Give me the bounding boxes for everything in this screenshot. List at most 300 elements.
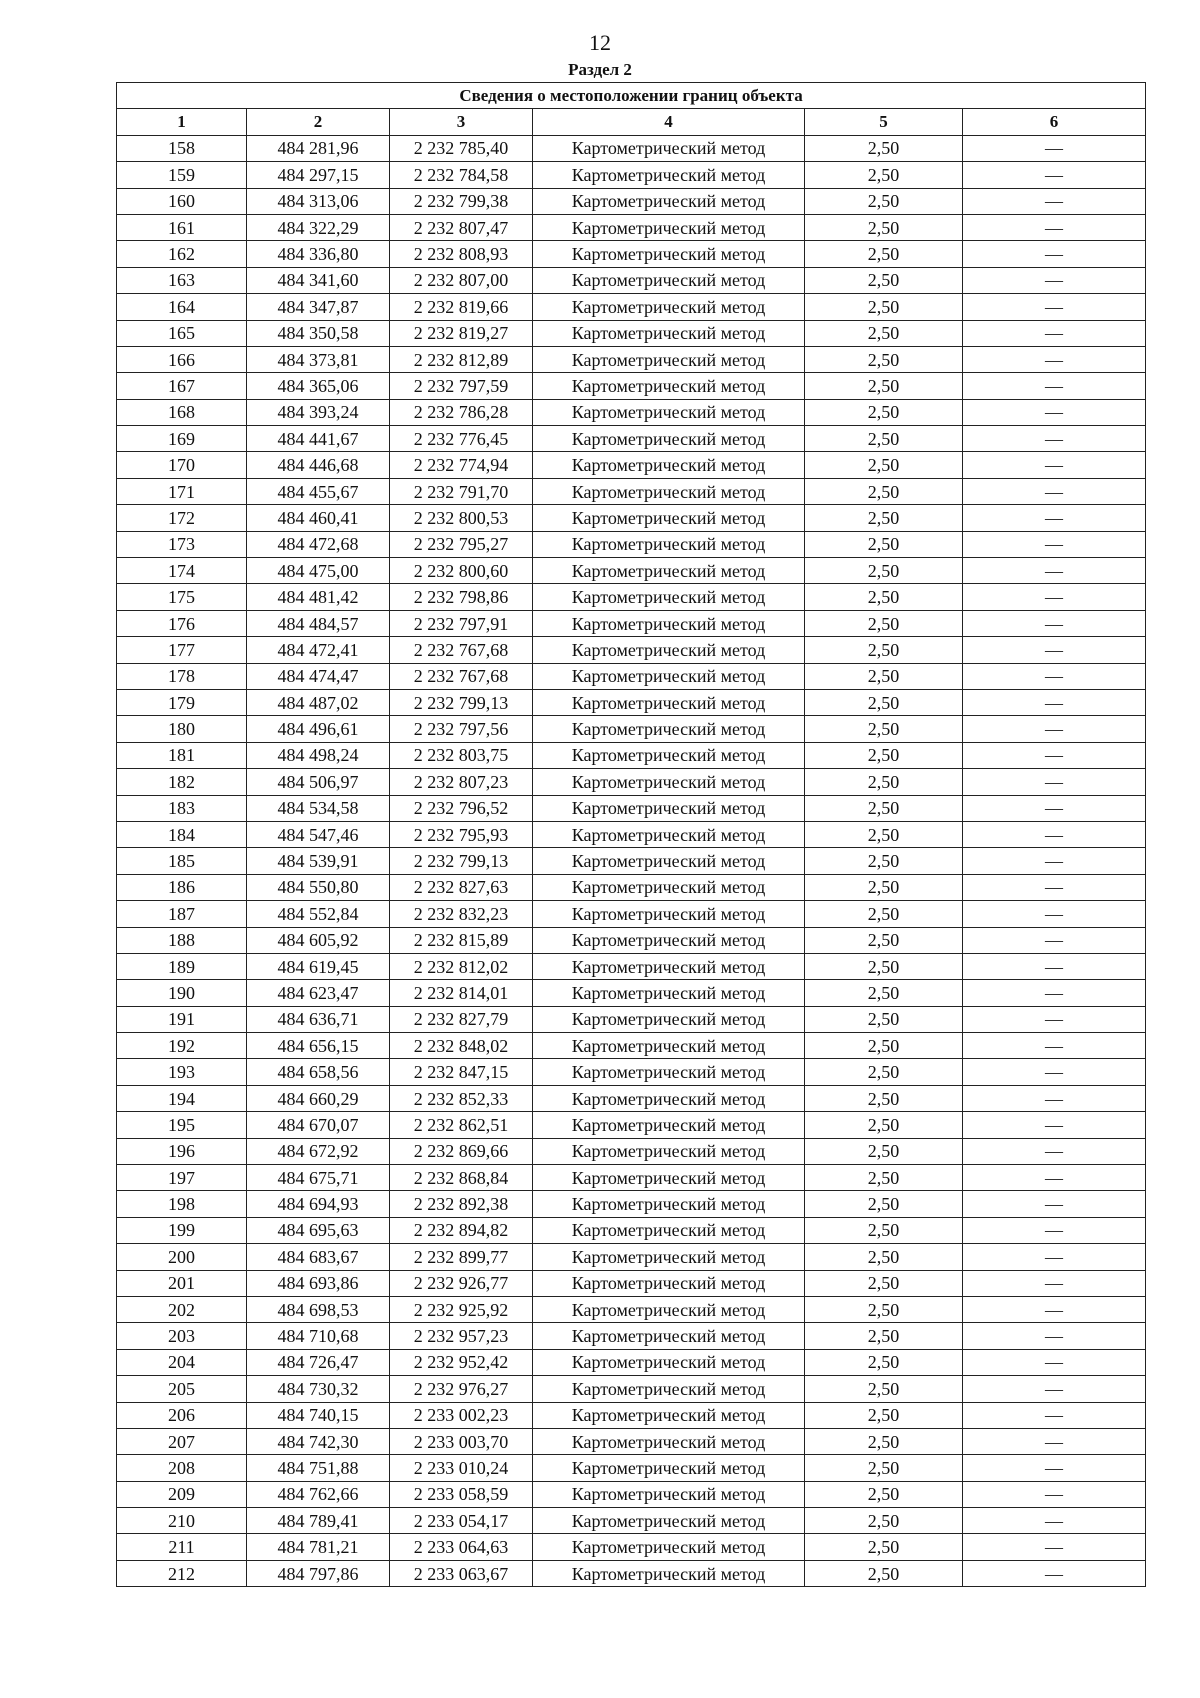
table-caption: Сведения о местоположении границ объекта: [117, 83, 1146, 109]
table-row: [117, 1006, 1146, 1032]
point-number-cell: 202: [117, 1296, 247, 1322]
accuracy-cell: 2,50: [805, 1138, 963, 1164]
y-coordinate-cell: 2 232 862,51: [390, 1112, 533, 1138]
point-number-cell: 160: [117, 188, 247, 214]
method-cell: Картометрический метод: [533, 584, 805, 610]
accuracy-cell: 2,50: [805, 1033, 963, 1059]
point-number-cell: 187: [117, 901, 247, 927]
y-coordinate-cell: 2 232 796,52: [390, 795, 533, 821]
point-number-cell: 161: [117, 214, 247, 240]
x-coordinate-cell: 484 710,68: [247, 1323, 390, 1349]
table-row: [117, 1534, 1146, 1560]
table-row: [117, 1085, 1146, 1111]
section-title: Раздел 2: [568, 60, 632, 79]
description-cell: —: [963, 1059, 1146, 1085]
x-coordinate-cell: 484 660,29: [247, 1085, 390, 1111]
point-number-cell: 210: [117, 1508, 247, 1534]
accuracy-cell: 2,50: [805, 1560, 963, 1586]
y-coordinate-cell: 2 232 827,63: [390, 874, 533, 900]
accuracy-cell: 2,50: [805, 267, 963, 293]
description-cell: —: [963, 1112, 1146, 1138]
accuracy-cell: 2,50: [805, 1402, 963, 1428]
x-coordinate-cell: 484 539,91: [247, 848, 390, 874]
description-cell: —: [963, 1006, 1146, 1032]
description-cell: —: [963, 1481, 1146, 1507]
description-cell: —: [963, 1402, 1146, 1428]
table-row: [117, 505, 1146, 531]
x-coordinate-cell: 484 726,47: [247, 1349, 390, 1375]
method-cell: Картометрический метод: [533, 1508, 805, 1534]
y-coordinate-cell: 2 232 925,92: [390, 1296, 533, 1322]
description-cell: —: [963, 399, 1146, 425]
x-coordinate-cell: 484 373,81: [247, 346, 390, 372]
y-coordinate-cell: 2 232 791,70: [390, 478, 533, 504]
point-number-cell: 169: [117, 426, 247, 452]
description-cell: —: [963, 1138, 1146, 1164]
point-number-cell: 208: [117, 1455, 247, 1481]
y-coordinate-cell: 2 232 798,86: [390, 584, 533, 610]
accuracy-cell: 2,50: [805, 188, 963, 214]
description-cell: —: [963, 531, 1146, 557]
table-row: [117, 1033, 1146, 1059]
method-cell: Картометрический метод: [533, 1560, 805, 1586]
description-cell: —: [963, 214, 1146, 240]
description-cell: —: [963, 1428, 1146, 1454]
table-row: [117, 742, 1146, 768]
accuracy-cell: 2,50: [805, 1376, 963, 1402]
y-coordinate-cell: 2 232 814,01: [390, 980, 533, 1006]
point-number-cell: 205: [117, 1376, 247, 1402]
table-row: [117, 769, 1146, 795]
method-cell: Картометрический метод: [533, 742, 805, 768]
x-coordinate-cell: 484 472,68: [247, 531, 390, 557]
method-cell: Картометрический метод: [533, 953, 805, 979]
point-number-cell: 165: [117, 320, 247, 346]
method-cell: Картометрический метод: [533, 558, 805, 584]
description-cell: —: [963, 901, 1146, 927]
description-cell: —: [963, 980, 1146, 1006]
table-row: [117, 267, 1146, 293]
accuracy-cell: 2,50: [805, 135, 963, 161]
y-coordinate-cell: 2 232 899,77: [390, 1244, 533, 1270]
description-cell: —: [963, 1244, 1146, 1270]
accuracy-cell: 2,50: [805, 742, 963, 768]
method-cell: Картометрический метод: [533, 346, 805, 372]
table-row: [117, 320, 1146, 346]
y-coordinate-cell: 2 232 785,40: [390, 135, 533, 161]
description-cell: —: [963, 294, 1146, 320]
description-cell: —: [963, 795, 1146, 821]
accuracy-cell: 2,50: [805, 848, 963, 874]
point-number-cell: 201: [117, 1270, 247, 1296]
x-coordinate-cell: 484 552,84: [247, 901, 390, 927]
table-row: [117, 1138, 1146, 1164]
table-row: [117, 610, 1146, 636]
y-coordinate-cell: 2 232 819,66: [390, 294, 533, 320]
point-number-cell: 166: [117, 346, 247, 372]
description-cell: —: [963, 610, 1146, 636]
x-coordinate-cell: 484 460,41: [247, 505, 390, 531]
y-coordinate-cell: 2 232 784,58: [390, 162, 533, 188]
point-number-cell: 184: [117, 821, 247, 847]
point-number-cell: 189: [117, 953, 247, 979]
table-row: [117, 1455, 1146, 1481]
accuracy-cell: 2,50: [805, 426, 963, 452]
x-coordinate-cell: 484 658,56: [247, 1059, 390, 1085]
x-coordinate-cell: 484 740,15: [247, 1402, 390, 1428]
method-cell: Картометрический метод: [533, 478, 805, 504]
method-cell: Картометрический метод: [533, 267, 805, 293]
table-row: [117, 452, 1146, 478]
x-coordinate-cell: 484 547,46: [247, 821, 390, 847]
x-coordinate-cell: 484 742,30: [247, 1428, 390, 1454]
method-cell: Картометрический метод: [533, 637, 805, 663]
description-cell: —: [963, 1534, 1146, 1560]
table-header-row: [117, 109, 1146, 135]
description-cell: —: [963, 663, 1146, 689]
x-coordinate-cell: 484 534,58: [247, 795, 390, 821]
page-number: 12: [589, 30, 611, 55]
method-cell: Картометрический метод: [533, 1323, 805, 1349]
description-cell: —: [963, 1323, 1146, 1349]
method-cell: Картометрический метод: [533, 821, 805, 847]
table-row: [117, 901, 1146, 927]
y-coordinate-cell: 2 232 797,59: [390, 373, 533, 399]
table-row: [117, 1244, 1146, 1270]
x-coordinate-cell: 484 475,00: [247, 558, 390, 584]
x-coordinate-cell: 484 619,45: [247, 953, 390, 979]
method-cell: Картометрический метод: [533, 135, 805, 161]
x-coordinate-cell: 484 313,06: [247, 188, 390, 214]
method-cell: Картометрический метод: [533, 980, 805, 1006]
method-cell: Картометрический метод: [533, 531, 805, 557]
accuracy-cell: 2,50: [805, 901, 963, 927]
x-coordinate-cell: 484 506,97: [247, 769, 390, 795]
x-coordinate-cell: 484 481,42: [247, 584, 390, 610]
column-header-2: 2: [247, 109, 390, 135]
table-row: [117, 373, 1146, 399]
method-cell: Картометрический метод: [533, 1217, 805, 1243]
x-coordinate-cell: 484 336,80: [247, 241, 390, 267]
y-coordinate-cell: 2 232 869,66: [390, 1138, 533, 1164]
description-cell: —: [963, 1560, 1146, 1586]
accuracy-cell: 2,50: [805, 478, 963, 504]
table-row: [117, 1296, 1146, 1322]
description-cell: —: [963, 1376, 1146, 1402]
table-caption-row: [117, 83, 1146, 109]
table-row: [117, 399, 1146, 425]
description-cell: —: [963, 1270, 1146, 1296]
y-coordinate-cell: 2 232 799,13: [390, 848, 533, 874]
x-coordinate-cell: 484 455,67: [247, 478, 390, 504]
point-number-cell: 170: [117, 452, 247, 478]
point-number-cell: 211: [117, 1534, 247, 1560]
x-coordinate-cell: 484 693,86: [247, 1270, 390, 1296]
accuracy-cell: 2,50: [805, 214, 963, 240]
method-cell: Картометрический метод: [533, 795, 805, 821]
y-coordinate-cell: 2 232 848,02: [390, 1033, 533, 1059]
description-cell: —: [963, 426, 1146, 452]
x-coordinate-cell: 484 670,07: [247, 1112, 390, 1138]
x-coordinate-cell: 484 487,02: [247, 689, 390, 715]
accuracy-cell: 2,50: [805, 1508, 963, 1534]
x-coordinate-cell: 484 484,57: [247, 610, 390, 636]
method-cell: Картометрический метод: [533, 452, 805, 478]
y-coordinate-cell: 2 232 894,82: [390, 1217, 533, 1243]
method-cell: Картометрический метод: [533, 1376, 805, 1402]
description-cell: —: [963, 1349, 1146, 1375]
method-cell: Картометрический метод: [533, 610, 805, 636]
y-coordinate-cell: 2 232 812,89: [390, 346, 533, 372]
accuracy-cell: 2,50: [805, 1244, 963, 1270]
accuracy-cell: 2,50: [805, 346, 963, 372]
description-cell: —: [963, 320, 1146, 346]
table-row: [117, 188, 1146, 214]
x-coordinate-cell: 484 623,47: [247, 980, 390, 1006]
description-cell: —: [963, 689, 1146, 715]
y-coordinate-cell: 2 232 800,60: [390, 558, 533, 584]
accuracy-cell: 2,50: [805, 1323, 963, 1349]
description-cell: —: [963, 848, 1146, 874]
column-header-6: 6: [963, 109, 1146, 135]
accuracy-cell: 2,50: [805, 1191, 963, 1217]
table-row: [117, 241, 1146, 267]
point-number-cell: 159: [117, 162, 247, 188]
y-coordinate-cell: 2 233 064,63: [390, 1534, 533, 1560]
y-coordinate-cell: 2 232 957,23: [390, 1323, 533, 1349]
table-row: [117, 1349, 1146, 1375]
table-body: [117, 135, 1146, 1586]
method-cell: Картометрический метод: [533, 1006, 805, 1032]
x-coordinate-cell: 484 672,92: [247, 1138, 390, 1164]
x-coordinate-cell: 484 695,63: [247, 1217, 390, 1243]
accuracy-cell: 2,50: [805, 1165, 963, 1191]
description-cell: —: [963, 769, 1146, 795]
method-cell: Картометрический метод: [533, 162, 805, 188]
point-number-cell: 176: [117, 610, 247, 636]
table-row: [117, 716, 1146, 742]
accuracy-cell: 2,50: [805, 637, 963, 663]
column-header-5: 5: [805, 109, 963, 135]
method-cell: Картометрический метод: [533, 320, 805, 346]
point-number-cell: 186: [117, 874, 247, 900]
accuracy-cell: 2,50: [805, 505, 963, 531]
accuracy-cell: 2,50: [805, 1455, 963, 1481]
table-row: [117, 821, 1146, 847]
method-cell: Картометрический метод: [533, 1428, 805, 1454]
point-number-cell: 206: [117, 1402, 247, 1428]
y-coordinate-cell: 2 232 832,23: [390, 901, 533, 927]
accuracy-cell: 2,50: [805, 980, 963, 1006]
description-cell: —: [963, 267, 1146, 293]
y-coordinate-cell: 2 232 767,68: [390, 637, 533, 663]
x-coordinate-cell: 484 474,47: [247, 663, 390, 689]
y-coordinate-cell: 2 233 002,23: [390, 1402, 533, 1428]
description-cell: —: [963, 1165, 1146, 1191]
y-coordinate-cell: 2 232 852,33: [390, 1085, 533, 1111]
point-number-cell: 185: [117, 848, 247, 874]
x-coordinate-cell: 484 393,24: [247, 399, 390, 425]
description-cell: —: [963, 874, 1146, 900]
accuracy-cell: 2,50: [805, 689, 963, 715]
point-number-cell: 173: [117, 531, 247, 557]
x-coordinate-cell: 484 550,80: [247, 874, 390, 900]
column-header-3: 3: [390, 109, 533, 135]
point-number-cell: 182: [117, 769, 247, 795]
y-coordinate-cell: 2 232 868,84: [390, 1165, 533, 1191]
point-number-cell: 174: [117, 558, 247, 584]
y-coordinate-cell: 2 232 800,53: [390, 505, 533, 531]
accuracy-cell: 2,50: [805, 1349, 963, 1375]
table-row: [117, 1323, 1146, 1349]
method-cell: Картометрический метод: [533, 1296, 805, 1322]
point-number-cell: 181: [117, 742, 247, 768]
y-coordinate-cell: 2 232 803,75: [390, 742, 533, 768]
description-cell: —: [963, 1296, 1146, 1322]
y-coordinate-cell: 2 233 063,67: [390, 1560, 533, 1586]
point-number-cell: 192: [117, 1033, 247, 1059]
y-coordinate-cell: 2 232 819,27: [390, 320, 533, 346]
point-number-cell: 207: [117, 1428, 247, 1454]
y-coordinate-cell: 2 232 926,77: [390, 1270, 533, 1296]
table-row: [117, 874, 1146, 900]
x-coordinate-cell: 484 636,71: [247, 1006, 390, 1032]
point-number-cell: 188: [117, 927, 247, 953]
point-number-cell: 183: [117, 795, 247, 821]
description-cell: —: [963, 241, 1146, 267]
table-row: [117, 162, 1146, 188]
y-coordinate-cell: 2 232 815,89: [390, 927, 533, 953]
accuracy-cell: 2,50: [805, 294, 963, 320]
y-coordinate-cell: 2 232 807,47: [390, 214, 533, 240]
method-cell: Картометрический метод: [533, 1402, 805, 1428]
point-number-cell: 197: [117, 1165, 247, 1191]
y-coordinate-cell: 2 233 010,24: [390, 1455, 533, 1481]
description-cell: —: [963, 637, 1146, 663]
description-cell: —: [963, 373, 1146, 399]
table-row: [117, 795, 1146, 821]
point-number-cell: 204: [117, 1349, 247, 1375]
table-row: [117, 1217, 1146, 1243]
description-cell: —: [963, 821, 1146, 847]
table-row: [117, 214, 1146, 240]
point-number-cell: 200: [117, 1244, 247, 1270]
method-cell: Картометрический метод: [533, 848, 805, 874]
accuracy-cell: 2,50: [805, 769, 963, 795]
y-coordinate-cell: 2 232 786,28: [390, 399, 533, 425]
table-row: [117, 1376, 1146, 1402]
accuracy-cell: 2,50: [805, 874, 963, 900]
accuracy-cell: 2,50: [805, 1085, 963, 1111]
table-row: [117, 1560, 1146, 1586]
x-coordinate-cell: 484 698,53: [247, 1296, 390, 1322]
table-row: [117, 1059, 1146, 1085]
method-cell: Картометрический метод: [533, 294, 805, 320]
x-coordinate-cell: 484 297,15: [247, 162, 390, 188]
table-row: [117, 1402, 1146, 1428]
y-coordinate-cell: 2 232 797,56: [390, 716, 533, 742]
method-cell: Картометрический метод: [533, 1138, 805, 1164]
method-cell: Картометрический метод: [533, 1112, 805, 1138]
accuracy-cell: 2,50: [805, 953, 963, 979]
x-coordinate-cell: 484 446,68: [247, 452, 390, 478]
accuracy-cell: 2,50: [805, 241, 963, 267]
point-number-cell: 162: [117, 241, 247, 267]
y-coordinate-cell: 2 233 058,59: [390, 1481, 533, 1507]
method-cell: Картометрический метод: [533, 1244, 805, 1270]
boundary-coordinates-table: [116, 82, 1146, 1587]
point-number-cell: 193: [117, 1059, 247, 1085]
method-cell: Картометрический метод: [533, 1481, 805, 1507]
point-number-cell: 167: [117, 373, 247, 399]
x-coordinate-cell: 484 656,15: [247, 1033, 390, 1059]
point-number-cell: 168: [117, 399, 247, 425]
method-cell: Картометрический метод: [533, 1191, 805, 1217]
table-row: [117, 980, 1146, 1006]
accuracy-cell: 2,50: [805, 1112, 963, 1138]
description-cell: —: [963, 927, 1146, 953]
method-cell: Картометрический метод: [533, 188, 805, 214]
y-coordinate-cell: 2 233 054,17: [390, 1508, 533, 1534]
point-number-cell: 203: [117, 1323, 247, 1349]
description-cell: —: [963, 478, 1146, 504]
x-coordinate-cell: 484 694,93: [247, 1191, 390, 1217]
table-row: [117, 1508, 1146, 1534]
table-row: [117, 1165, 1146, 1191]
method-cell: Картометрический метод: [533, 927, 805, 953]
method-cell: Картометрический метод: [533, 1165, 805, 1191]
y-coordinate-cell: 2 232 774,94: [390, 452, 533, 478]
table-row: [117, 927, 1146, 953]
accuracy-cell: 2,50: [805, 162, 963, 188]
method-cell: Картометрический метод: [533, 874, 805, 900]
x-coordinate-cell: 484 781,21: [247, 1534, 390, 1560]
y-coordinate-cell: 2 232 847,15: [390, 1059, 533, 1085]
description-cell: —: [963, 953, 1146, 979]
method-cell: Картометрический метод: [533, 1349, 805, 1375]
point-number-cell: 163: [117, 267, 247, 293]
accuracy-cell: 2,50: [805, 584, 963, 610]
point-number-cell: 195: [117, 1112, 247, 1138]
point-number-cell: 179: [117, 689, 247, 715]
method-cell: Картометрический метод: [533, 505, 805, 531]
x-coordinate-cell: 484 683,67: [247, 1244, 390, 1270]
y-coordinate-cell: 2 232 799,38: [390, 188, 533, 214]
y-coordinate-cell: 2 232 808,93: [390, 241, 533, 267]
point-number-cell: 190: [117, 980, 247, 1006]
method-cell: Картометрический метод: [533, 769, 805, 795]
table-row: [117, 426, 1146, 452]
point-number-cell: 180: [117, 716, 247, 742]
column-header-1: 1: [117, 109, 247, 135]
table-row: [117, 848, 1146, 874]
accuracy-cell: 2,50: [805, 1006, 963, 1032]
accuracy-cell: 2,50: [805, 795, 963, 821]
method-cell: Картометрический метод: [533, 1033, 805, 1059]
description-cell: —: [963, 505, 1146, 531]
accuracy-cell: 2,50: [805, 1217, 963, 1243]
description-cell: —: [963, 584, 1146, 610]
x-coordinate-cell: 484 341,60: [247, 267, 390, 293]
x-coordinate-cell: 484 730,32: [247, 1376, 390, 1402]
accuracy-cell: 2,50: [805, 399, 963, 425]
point-number-cell: 171: [117, 478, 247, 504]
description-cell: —: [963, 742, 1146, 768]
x-coordinate-cell: 484 441,67: [247, 426, 390, 452]
method-cell: Картометрический метод: [533, 689, 805, 715]
method-cell: Картометрический метод: [533, 716, 805, 742]
x-coordinate-cell: 484 496,61: [247, 716, 390, 742]
